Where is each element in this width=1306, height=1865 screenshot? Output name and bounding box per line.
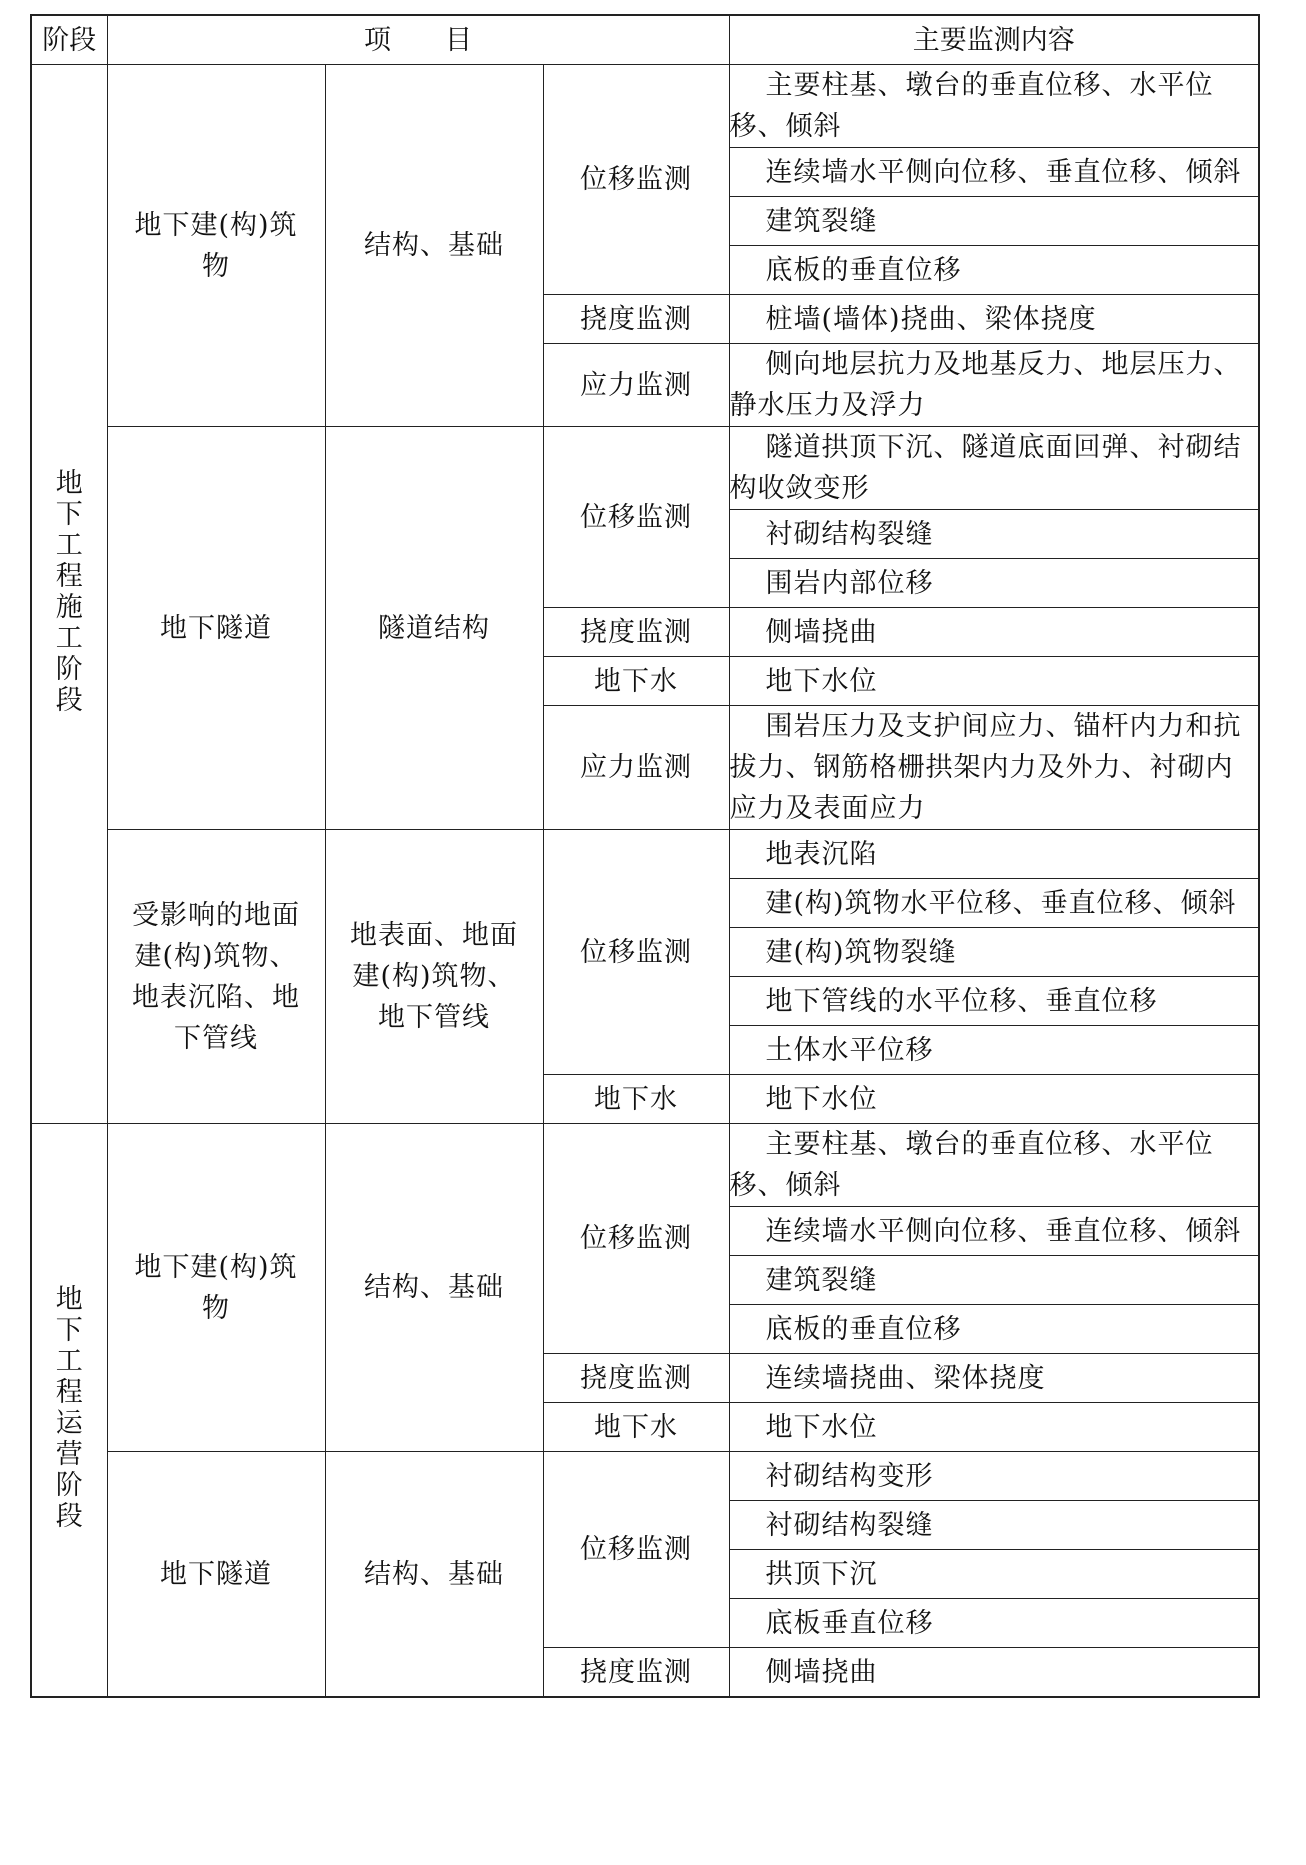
- content-cell: [729, 1452, 1259, 1501]
- content-cell-text: 主要柱基、墩台的垂直位移、水平位移、倾斜: [729, 70, 1214, 142]
- monitor-type-cell-text: 应力监测: [580, 752, 692, 783]
- content-cell: [729, 295, 1259, 344]
- sub-item-cell: [325, 1124, 543, 1452]
- content-cell-text: 地下水位: [765, 1411, 878, 1443]
- content-cell-text: 连续墙水平侧向位移、垂直位移、倾斜: [765, 1215, 1242, 1247]
- monitor-type-cell: [543, 344, 729, 427]
- content-cell-text: 地下水位: [765, 1083, 878, 1115]
- content-cell-text: 围岩压力及支护间应力、锚杆内力和抗拔力、钢筋格栅拱架内力及外力、衬砌内应力及表面应力: [729, 711, 1242, 824]
- monitor-type-cell: [543, 608, 729, 657]
- content-cell-text: 隧道拱顶下沉、隧道底面回弹、衬砌结构收敛变形: [729, 432, 1242, 504]
- content-cell: [729, 1354, 1259, 1403]
- monitor-type-cell-text: 应力监测: [580, 369, 692, 401]
- monitor-type-cell-text: 挠度监测: [580, 303, 692, 335]
- content-cell: [729, 706, 1259, 830]
- sub-item-cell-text: 结构、基础: [364, 230, 504, 261]
- monitor-type-cell: [543, 1124, 729, 1354]
- content-cell: [729, 148, 1259, 197]
- content-cell: [729, 246, 1259, 295]
- stage-cell-text: 地下工程运营阶段: [55, 1283, 83, 1532]
- content-cell-text: 建筑裂缝: [765, 1264, 878, 1296]
- object-cell-text: 地下隧道: [160, 1558, 272, 1590]
- monitor-type-cell-text: 地下水: [594, 665, 678, 697]
- monitor-type-cell: [543, 657, 729, 706]
- sub-item-cell: [325, 65, 543, 427]
- content-cell: [729, 1207, 1259, 1256]
- content-cell: [729, 510, 1259, 559]
- content-cell: [729, 1305, 1259, 1354]
- content-cell: [729, 879, 1259, 928]
- monitor-type-cell-text: 挠度监测: [580, 1656, 692, 1688]
- monitor-type-cell: [543, 1648, 729, 1698]
- content-cell-text: 地下水位: [765, 665, 878, 697]
- content-cell-text: 侧向地层抗力及地基反力、地层压力、静水压力及浮力: [729, 349, 1242, 421]
- header-content: 主要监测内容: [729, 15, 1259, 65]
- content-cell: [729, 1026, 1259, 1075]
- content-cell-text: 侧墙挠曲: [765, 1656, 878, 1688]
- object-cell-text: 地下隧道: [160, 612, 272, 644]
- sub-item-cell: [325, 1452, 543, 1698]
- content-cell-text: 地表沉陷: [765, 838, 878, 870]
- object-cell: [107, 830, 325, 1124]
- monitor-type-cell-text: 挠度监测: [580, 1362, 692, 1394]
- content-cell: [729, 928, 1259, 977]
- content-cell-text: 建(构)筑物水平位移、垂直位移、倾斜: [765, 887, 1237, 919]
- monitor-type-cell-text: 地下水: [594, 1083, 678, 1115]
- content-cell-text: 侧墙挠曲: [765, 616, 878, 648]
- monitor-type-cell: [543, 706, 729, 830]
- monitor-type-cell-text: 位移监测: [580, 936, 692, 968]
- stage-cell: [31, 1124, 107, 1698]
- content-cell-text: 底板垂直位移: [765, 1607, 934, 1639]
- stage-cell: [31, 65, 107, 1124]
- content-cell-text: 主要柱基、墩台的垂直位移、水平位移、倾斜: [729, 1129, 1214, 1201]
- content-cell-text: 土体水平位移: [765, 1034, 934, 1066]
- sub-item-cell-text: 结构、基础: [364, 1272, 504, 1303]
- sub-item-cell: [325, 830, 543, 1124]
- monitor-type-cell: [543, 1354, 729, 1403]
- object-cell: [107, 1124, 325, 1452]
- monitor-type-cell: [543, 295, 729, 344]
- content-cell: [729, 830, 1259, 879]
- content-cell: [729, 1550, 1259, 1599]
- content-cell: [729, 1501, 1259, 1550]
- header-row: [31, 15, 1259, 65]
- table-row: [31, 65, 1259, 148]
- content-cell: [729, 1648, 1259, 1698]
- monitor-type-cell: [543, 1403, 729, 1452]
- content-cell: [729, 197, 1259, 246]
- object-cell-text: 地下建(构)筑物: [134, 209, 298, 282]
- content-cell-text: 衬砌结构裂缝: [765, 1509, 934, 1541]
- content-cell: [729, 1599, 1259, 1648]
- sub-item-cell-text: 地表面、地面建(构)筑物、地下管线: [350, 920, 518, 1033]
- content-cell: [729, 1075, 1259, 1124]
- content-cell: [729, 1403, 1259, 1452]
- monitor-type-cell-text: 位移监测: [580, 1534, 692, 1565]
- content-cell-text: 建筑裂缝: [765, 205, 878, 237]
- content-cell: [729, 1124, 1259, 1207]
- object-cell-text: 地下建(构)筑物: [134, 1251, 298, 1324]
- monitor-type-cell: [543, 1075, 729, 1124]
- monitor-type-cell-text: 位移监测: [580, 164, 692, 195]
- stage-cell-text: 地下工程施工阶段: [55, 467, 83, 716]
- object-cell: [107, 427, 325, 830]
- object-cell: [107, 65, 325, 427]
- content-cell: [729, 1256, 1259, 1305]
- content-cell-text: 围岩内部位移: [765, 567, 934, 599]
- object-cell-text: 受影响的地面建(构)筑物、地表沉陷、地下管线: [132, 899, 300, 1054]
- content-cell: [729, 657, 1259, 706]
- content-cell: [729, 65, 1259, 148]
- table-body: [31, 65, 1259, 1698]
- table-row: [31, 427, 1259, 510]
- content-cell: [729, 608, 1259, 657]
- table-row: [31, 830, 1259, 879]
- content-cell: [729, 344, 1259, 427]
- monitor-type-cell: [543, 65, 729, 295]
- monitoring-table: [30, 14, 1260, 1698]
- content-cell-text: 衬砌结构变形: [765, 1460, 934, 1492]
- content-cell-text: 桩墙(墙体)挠曲、梁体挠度: [765, 303, 1097, 335]
- document-page: [30, 14, 1260, 1698]
- monitor-type-cell-text: 位移监测: [580, 501, 692, 533]
- content-cell-text: 地下管线的水平位移、垂直位移: [765, 985, 1158, 1017]
- monitor-type-cell: [543, 427, 729, 608]
- sub-item-cell-text: 隧道结构: [378, 612, 490, 644]
- object-cell: [107, 1452, 325, 1698]
- sub-item-cell-text: 结构、基础: [364, 1558, 504, 1590]
- monitor-type-cell-text: 位移监测: [580, 1223, 692, 1254]
- header-stage: 阶段: [31, 15, 107, 65]
- content-cell: [729, 427, 1259, 510]
- table-row: [31, 1124, 1259, 1207]
- monitor-type-cell-text: 挠度监测: [580, 616, 692, 648]
- content-cell: [729, 559, 1259, 608]
- content-cell-text: 连续墙水平侧向位移、垂直位移、倾斜: [765, 156, 1242, 188]
- content-cell-text: 连续墙挠曲、梁体挠度: [765, 1362, 1046, 1394]
- content-cell: [729, 977, 1259, 1026]
- content-cell-text: 底板的垂直位移: [765, 1313, 962, 1345]
- monitor-type-cell: [543, 830, 729, 1075]
- content-cell-text: 衬砌结构裂缝: [765, 518, 934, 550]
- monitor-type-cell-text: 地下水: [594, 1411, 678, 1443]
- content-cell-text: 拱顶下沉: [765, 1558, 878, 1590]
- monitor-type-cell: [543, 1452, 729, 1648]
- table-row: [31, 1452, 1259, 1501]
- content-cell-text: 底板的垂直位移: [765, 254, 962, 286]
- header-item: 项 目: [107, 15, 729, 65]
- content-cell-text: 建(构)筑物裂缝: [765, 936, 957, 968]
- sub-item-cell: [325, 427, 543, 830]
